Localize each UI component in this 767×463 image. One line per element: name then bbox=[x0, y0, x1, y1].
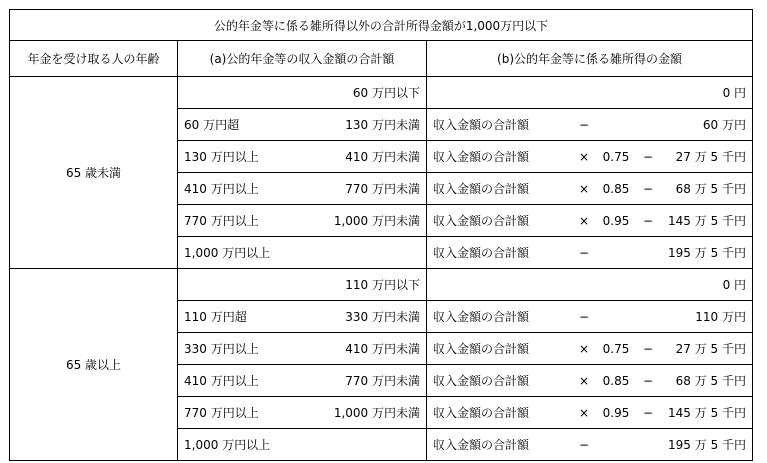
income-range-cell bbox=[178, 205, 427, 237]
formula-amount: 195 万 5 千円 bbox=[668, 246, 747, 260]
table-row bbox=[10, 269, 753, 301]
range-from: 410 万円以上 bbox=[184, 182, 259, 196]
misc-income-formula-cell bbox=[427, 77, 753, 109]
formula-label: 収入金額の合計額 bbox=[433, 182, 530, 196]
age-group-cell: 65 歳以上 bbox=[10, 269, 178, 461]
formula-label: 収入金額の合計額 bbox=[433, 374, 530, 388]
formula-operator: − bbox=[578, 245, 590, 260]
formula-rate: 0.95 bbox=[602, 213, 630, 228]
misc-income-formula-cell bbox=[427, 429, 753, 461]
misc-income-formula-cell bbox=[427, 269, 753, 301]
formula-operator-2: − bbox=[642, 405, 654, 420]
income-range-cell bbox=[178, 141, 427, 173]
range-to: 1,000 万円未満 bbox=[333, 214, 420, 228]
income-range-cell bbox=[178, 109, 427, 141]
header-income: (a)公的年金等の収入金額の合計額 bbox=[178, 41, 427, 77]
income-range-cell bbox=[178, 77, 427, 109]
misc-income-formula-cell bbox=[427, 397, 753, 429]
range-from: 130 万円以上 bbox=[184, 150, 259, 164]
formula-rate: 0.75 bbox=[602, 341, 630, 356]
range-from: 410 万円以上 bbox=[184, 374, 259, 388]
income-range-cell bbox=[178, 269, 427, 301]
range-from: 110 万円超 bbox=[184, 310, 247, 324]
formula-label: 収入金額の合計額 bbox=[433, 342, 530, 356]
formula-amount: 0 円 bbox=[722, 86, 747, 100]
range-to: 60 万円以下 bbox=[352, 86, 420, 100]
formula-operator: − bbox=[578, 117, 590, 132]
formula-operator-2: − bbox=[642, 181, 654, 196]
formula-amount: 27 万 5 千円 bbox=[675, 150, 747, 164]
income-range-cell bbox=[178, 301, 427, 333]
misc-income-formula-cell bbox=[427, 141, 753, 173]
range-to: 110 万円以下 bbox=[345, 278, 420, 292]
formula-label: 収入金額の合計額 bbox=[433, 214, 530, 228]
formula-operator-2: − bbox=[642, 149, 654, 164]
formula-operator-2: − bbox=[642, 341, 654, 356]
age-group-cell: 65 歳未満 bbox=[10, 77, 178, 269]
formula-label: 収入金額の合計額 bbox=[433, 310, 530, 324]
range-to: 410 万円未満 bbox=[345, 342, 420, 356]
formula-operator: × bbox=[578, 341, 590, 356]
formula-amount: 27 万 5 千円 bbox=[675, 342, 747, 356]
range-from: 1,000 万円以上 bbox=[184, 246, 271, 260]
range-from: 60 万円超 bbox=[184, 118, 240, 132]
formula-label: 収入金額の合計額 bbox=[433, 406, 530, 420]
misc-income-formula-cell bbox=[427, 237, 753, 269]
formula-rate: 0.85 bbox=[602, 373, 630, 388]
formula-amount: 68 万 5 千円 bbox=[675, 182, 747, 196]
formula-label: 収入金額の合計額 bbox=[433, 246, 530, 260]
formula-rate: 0.75 bbox=[602, 149, 630, 164]
misc-income-formula-cell bbox=[427, 109, 753, 141]
range-from: 770 万円以上 bbox=[184, 214, 259, 228]
range-from: 770 万円以上 bbox=[184, 406, 259, 420]
table-title: 公的年金等に係る雑所得以外の合計所得金額が1,000万円以下 bbox=[10, 10, 753, 41]
formula-operator: × bbox=[578, 405, 590, 420]
formula-operator-2: − bbox=[642, 373, 654, 388]
formula-operator: × bbox=[578, 149, 590, 164]
formula-amount: 195 万 5 千円 bbox=[668, 438, 747, 452]
table-row bbox=[10, 77, 753, 109]
pension-income-table bbox=[9, 9, 753, 461]
formula-label: 収入金額の合計額 bbox=[433, 118, 530, 132]
range-from: 1,000 万円以上 bbox=[184, 438, 271, 452]
range-from: 330 万円以上 bbox=[184, 342, 259, 356]
table-title-row bbox=[10, 10, 753, 41]
range-to: 1,000 万円未満 bbox=[333, 406, 420, 420]
formula-operator: × bbox=[578, 213, 590, 228]
formula-operator-2: − bbox=[642, 213, 654, 228]
income-range-cell bbox=[178, 365, 427, 397]
income-range-cell bbox=[178, 333, 427, 365]
formula-rate: 0.95 bbox=[602, 405, 630, 420]
formula-operator: − bbox=[578, 437, 590, 452]
formula-amount: 68 万 5 千円 bbox=[675, 374, 747, 388]
header-age: 年金を受け取る人の年齢 bbox=[10, 41, 178, 77]
income-range-cell bbox=[178, 173, 427, 205]
formula-rate: 0.85 bbox=[602, 181, 630, 196]
income-range-cell bbox=[178, 429, 427, 461]
formula-amount: 145 万 5 千円 bbox=[668, 214, 747, 228]
table-body bbox=[10, 77, 753, 461]
formula-operator: × bbox=[578, 373, 590, 388]
range-to: 770 万円未満 bbox=[345, 374, 420, 388]
misc-income-formula-cell bbox=[427, 173, 753, 205]
misc-income-formula-cell bbox=[427, 205, 753, 237]
range-to: 130 万円未満 bbox=[345, 118, 420, 132]
range-to: 410 万円未満 bbox=[345, 150, 420, 164]
formula-operator: − bbox=[578, 309, 590, 324]
misc-income-formula-cell bbox=[427, 333, 753, 365]
formula-label: 収入金額の合計額 bbox=[433, 150, 530, 164]
range-to: 770 万円未満 bbox=[345, 182, 420, 196]
misc-income-formula-cell bbox=[427, 301, 753, 333]
formula-operator: × bbox=[578, 181, 590, 196]
formula-amount: 0 円 bbox=[722, 278, 747, 292]
range-to: 330 万円未満 bbox=[345, 310, 420, 324]
misc-income-formula-cell bbox=[427, 365, 753, 397]
formula-label: 収入金額の合計額 bbox=[433, 438, 530, 452]
formula-amount: 60 万円 bbox=[702, 118, 747, 132]
income-range-cell bbox=[178, 397, 427, 429]
formula-amount: 145 万 5 千円 bbox=[668, 406, 747, 420]
table-header-row bbox=[10, 41, 753, 77]
income-range-cell bbox=[178, 237, 427, 269]
formula-amount: 110 万円 bbox=[695, 310, 747, 324]
header-misc-income: (b)公的年金等に係る雑所得の金額 bbox=[427, 41, 753, 77]
